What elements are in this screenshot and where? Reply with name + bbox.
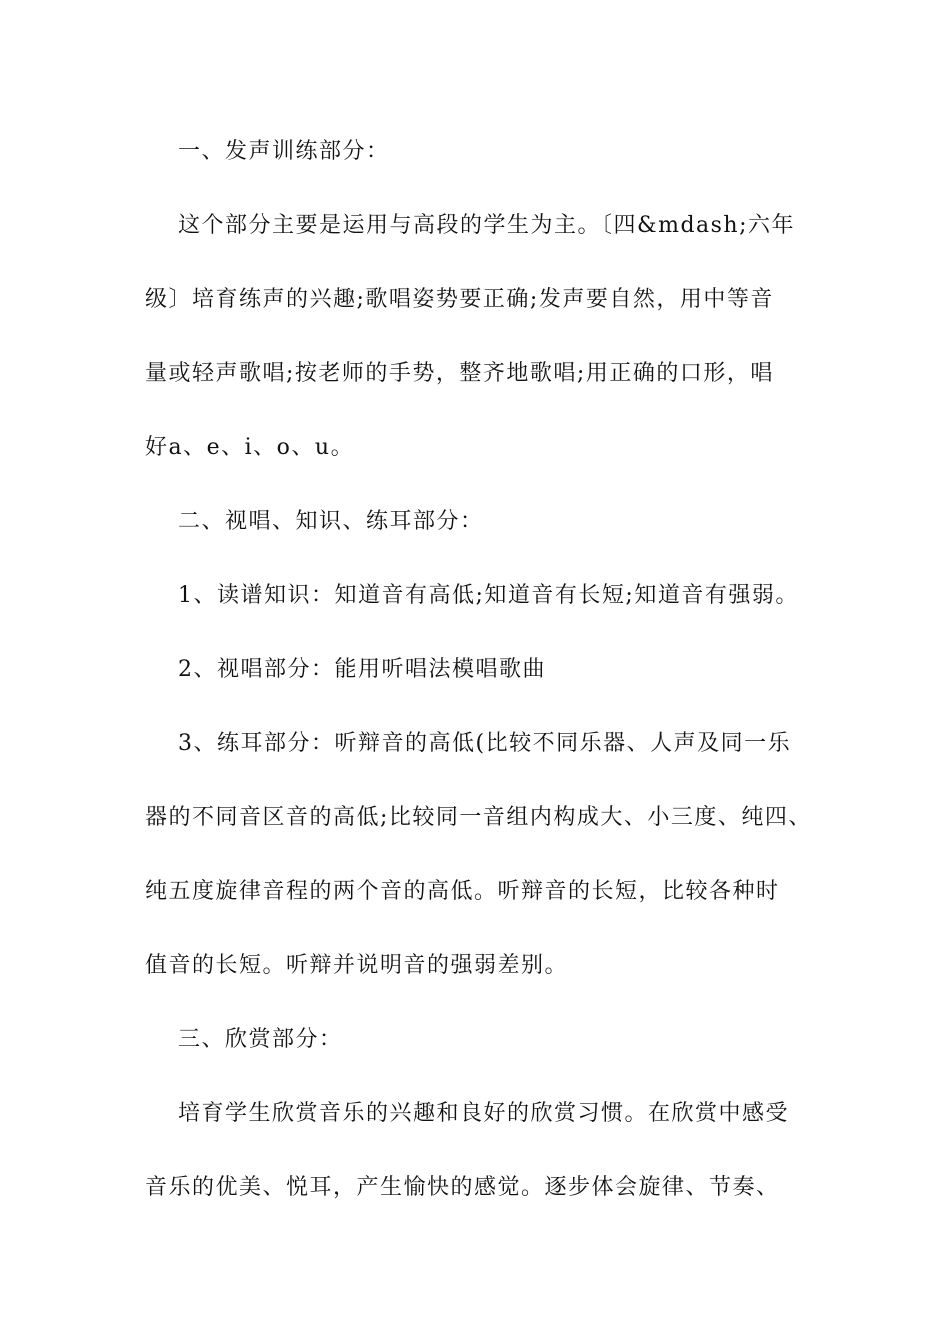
paragraph-line: 纯五度旋律音程的两个音的高低。听辩音的长短，比较各种时: [145, 879, 780, 904]
section-heading-vocal-training: 一、发声训练部分：: [178, 139, 390, 164]
paragraph-line: 量或轻声歌唱;按老师的手势，整齐地歌唱;用正确的口形，唱: [145, 361, 774, 386]
paragraph-line: 音乐的优美、悦耳，产生愉快的感觉。逐步体会旋律、节奏、: [145, 1175, 780, 1200]
section-heading-sight-singing: 二、视唱、知识、练耳部分：: [178, 509, 484, 534]
paragraph-line: 好a、e、i、o、u。: [145, 435, 355, 460]
list-item: 2、视唱部分：能用听唱法模唱歌曲: [178, 657, 546, 682]
paragraph-line: 器的不同音区音的高低;比较同一音组内构成大、小三度、纯四、: [145, 805, 812, 830]
list-item: 1、读谱知识：知道音有高低;知道音有长短;知道音有强弱。: [178, 583, 799, 608]
paragraph-line: 培育学生欣赏音乐的兴趣和良好的欣赏习惯。在欣赏中感受: [178, 1101, 790, 1126]
paragraph-line: 这个部分主要是运用与高段的学生为主。〔四&mdash;六年: [178, 213, 796, 238]
paragraph-line: 级〕培育练声的兴趣;歌唱姿势要正确;发声要自然，用中等音: [145, 287, 774, 312]
list-item: 3、练耳部分：听辩音的高低(比较不同乐器、人声及同一乐: [178, 731, 792, 756]
paragraph-line: 值音的长短。听辩并说明音的强弱差别。: [145, 953, 569, 978]
section-heading-appreciation: 三、欣赏部分：: [178, 1027, 343, 1052]
